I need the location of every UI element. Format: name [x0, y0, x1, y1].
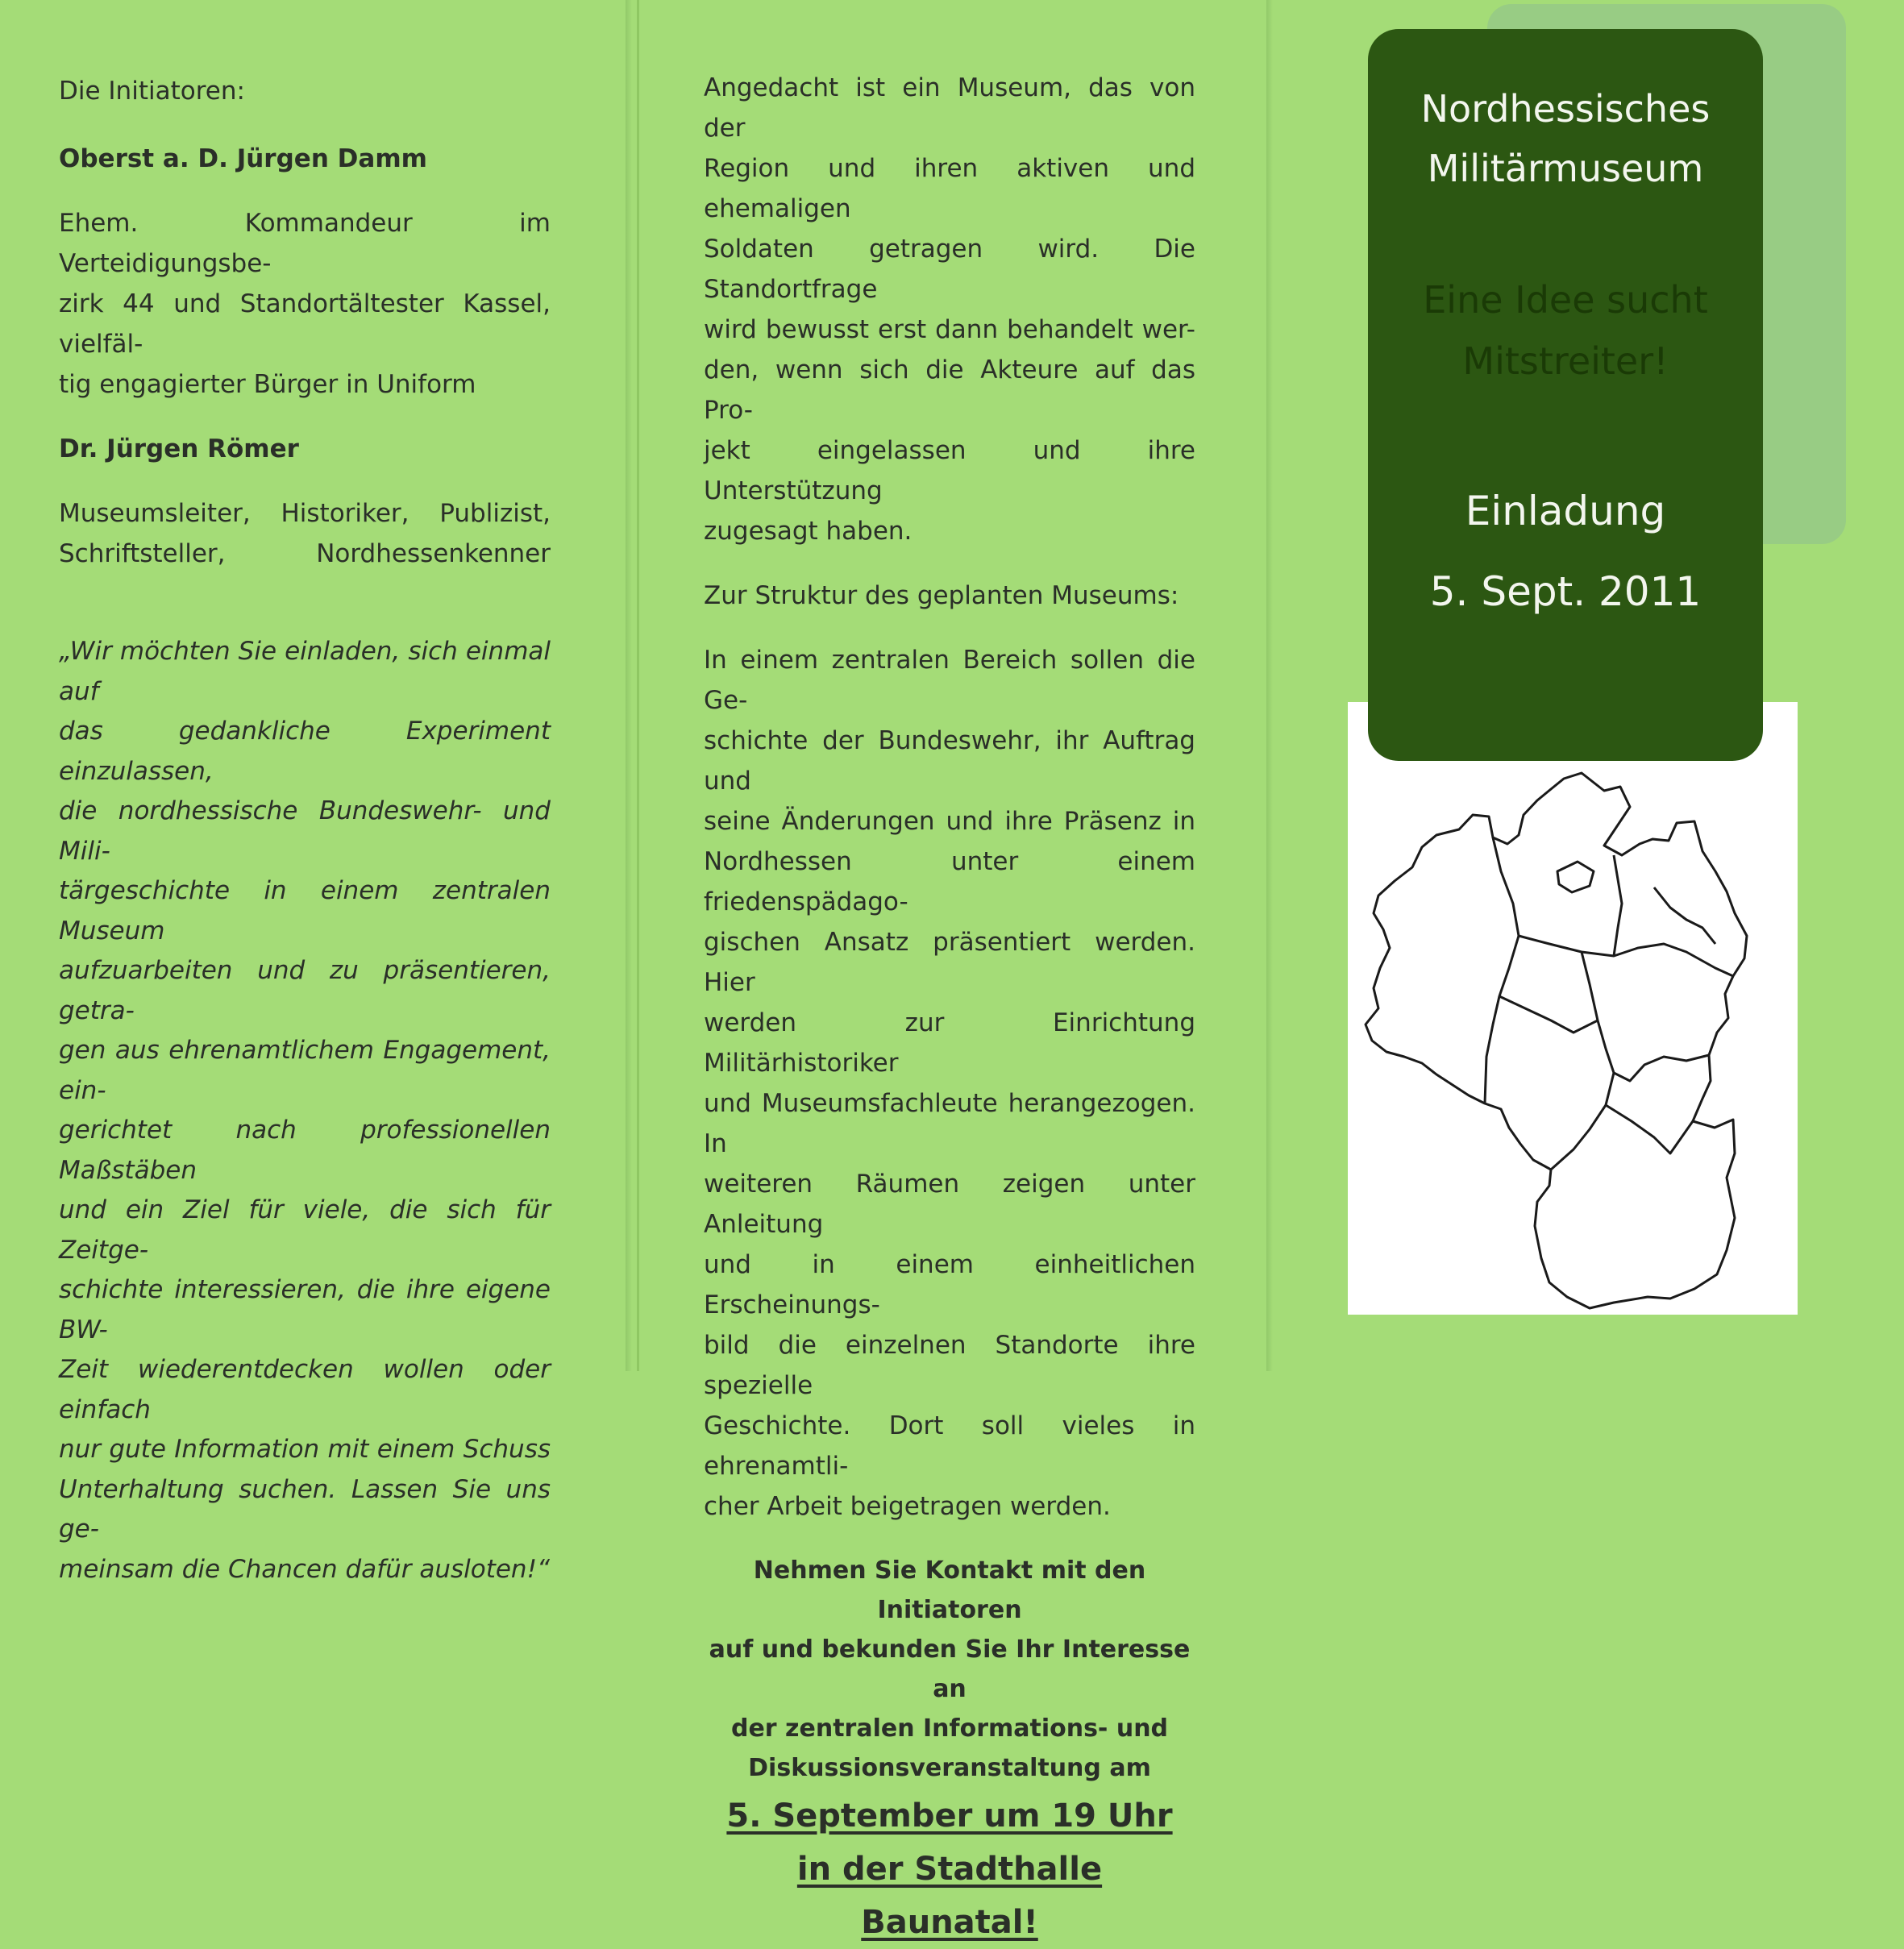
text-line: nur gute Information mit einem Schuss	[59, 1435, 551, 1464]
text-line: Soldaten getragen wird. Die Standortfrage	[704, 235, 1195, 304]
text-line: zugesagt haben.	[704, 517, 913, 546]
text-line: Ehem. Kommandeur im Verteidigungsbe-	[59, 209, 551, 278]
nordhessen-map-icon	[1348, 702, 1798, 1315]
text-line: Museumsleiter, Historiker, Publizist,	[59, 499, 551, 528]
map-outline	[1366, 773, 1747, 1308]
text-line: der zentralen Informations- und	[730, 1714, 1169, 1743]
contact-call-to-action	[704, 1551, 1195, 1788]
subtitle-line: Mitstreiter!	[1462, 339, 1669, 383]
text-line: auf und bekunden Sie Ihr Interesse an	[709, 1635, 1191, 1703]
text-line: werden zur Einrichtung Militärhistoriker	[704, 1008, 1195, 1078]
title-line: Nordhessisches	[1420, 87, 1711, 131]
district-boundary	[1582, 952, 1709, 1081]
text-line: zirk 44 und Standortältester Kassel, vielfäl-	[59, 289, 551, 359]
text-line: Zeit wiederentdecken wollen oder einfach	[59, 1355, 551, 1424]
text-line: seine Änderungen und ihre Präsenz in	[704, 807, 1195, 836]
invitation-quote	[59, 632, 551, 1590]
text-line: Schriftsteller, Nordhessenkenner	[59, 539, 551, 568]
text-line: Unterhaltung suchen. Lassen Sie uns ge-	[59, 1474, 551, 1544]
text-line: cher Arbeit beigetragen werden.	[704, 1492, 1111, 1521]
text-line: In einem zentralen Bereich sollen die Ge-	[704, 646, 1195, 715]
person2-name: Dr. Jürgen Römer	[59, 434, 299, 463]
text-line: meinsam die Chancen dafür ausloten!“	[59, 1554, 551, 1584]
person2-description	[59, 493, 551, 574]
text-line: weiteren Räumen zeigen unter Anleitung	[704, 1170, 1195, 1239]
museum-title	[1368, 79, 1763, 198]
event-details	[704, 1789, 1195, 1949]
event-venue: in der Stadthalle Baunatal!	[796, 1851, 1103, 1941]
text-line: gerichtet nach professionellen Maßstäben	[59, 1116, 551, 1185]
text-line: gischen Ansatz präsentiert werden. Hier	[704, 928, 1195, 997]
event-date-time: 5. September um 19 Uhr	[726, 1797, 1173, 1835]
cover-title-card	[1368, 29, 1763, 761]
structure-heading: Zur Struktur des geplanten Museums:	[704, 581, 1179, 610]
text-line: und ein Ziel für viele, die sich für Zeitge-	[59, 1195, 551, 1265]
panel-concept	[629, 0, 1270, 1941]
map-panel	[1348, 702, 1798, 1315]
person1-name: Oberst a. D. Jürgen Damm	[59, 144, 427, 173]
text-line: aufzuarbeiten und zu präsentieren, getra-	[59, 956, 551, 1025]
text-line: schichte der Bundeswehr, ihr Auftrag und	[704, 726, 1195, 796]
invitation-date: 5. Sept. 2011	[1429, 568, 1702, 615]
district-boundary	[1519, 936, 1733, 976]
panel-initiators	[0, 0, 629, 1584]
text-line: bild die einzelnen Standorte ihre spezielle	[704, 1331, 1195, 1400]
text-line: den, wenn sich die Akteure auf das Pro-	[704, 355, 1195, 425]
text-line: Geschichte. Dort soll vieles in ehrenamtli-	[704, 1411, 1195, 1481]
district-boundary	[1485, 837, 1519, 1103]
text-line: Region und ihren aktiven und ehemaligen	[704, 154, 1195, 223]
district-boundary	[1606, 1105, 1693, 1153]
text-line: Nordhessen unter einem friedenspädago-	[704, 847, 1195, 916]
text-line: schichte interessieren, die ihre eigene BW-	[59, 1275, 551, 1344]
text-line: und in einem einheitlichen Erscheinungs-	[704, 1250, 1195, 1319]
text-line: „Wir möchten Sie einladen, sich einmal auf	[59, 637, 551, 706]
district-boundary	[1551, 1073, 1614, 1170]
title-line: Militärmuseum	[1427, 147, 1704, 190]
district-boundary	[1499, 996, 1598, 1033]
initiators-heading: Die Initiatoren:	[59, 77, 245, 106]
text-line: tärgeschichte in einem zentralen Museum	[59, 876, 551, 945]
text-line: jekt eingelassen und ihre Unterstützung	[704, 436, 1195, 505]
text-line: Diskussionsveranstaltung am	[748, 1754, 1151, 1782]
text-line: Angedacht ist ein Museum, das von der	[704, 73, 1195, 143]
district-boundary	[1614, 855, 1622, 956]
text-line: die nordhessische Bundeswehr- und Mili-	[59, 796, 551, 866]
cover-subtitle	[1368, 269, 1763, 392]
structure-paragraph	[704, 640, 1195, 1527]
text-line: wird bewusst erst dann behandelt wer-	[704, 315, 1195, 344]
invitation-label: Einladung	[1465, 488, 1666, 534]
district-boundary	[1654, 887, 1715, 944]
text-line: tig engagierter Bürger in Uniform	[59, 370, 476, 399]
panel-cover	[1270, 0, 1904, 1371]
text-line: gen aus ehrenamtlichem Engagement, ein-	[59, 1036, 551, 1105]
text-line: das gedankliche Experiment einzulassen,	[59, 717, 551, 786]
text-line: Nehmen Sie Kontakt mit den Initiatoren	[753, 1556, 1146, 1624]
subtitle-line: Eine Idee sucht	[1423, 278, 1708, 322]
district-boundary	[1557, 862, 1594, 892]
text-line: und Museumsfachleute herangezogen. In	[704, 1089, 1195, 1158]
person1-description	[59, 203, 551, 405]
concept-paragraph	[704, 68, 1195, 551]
